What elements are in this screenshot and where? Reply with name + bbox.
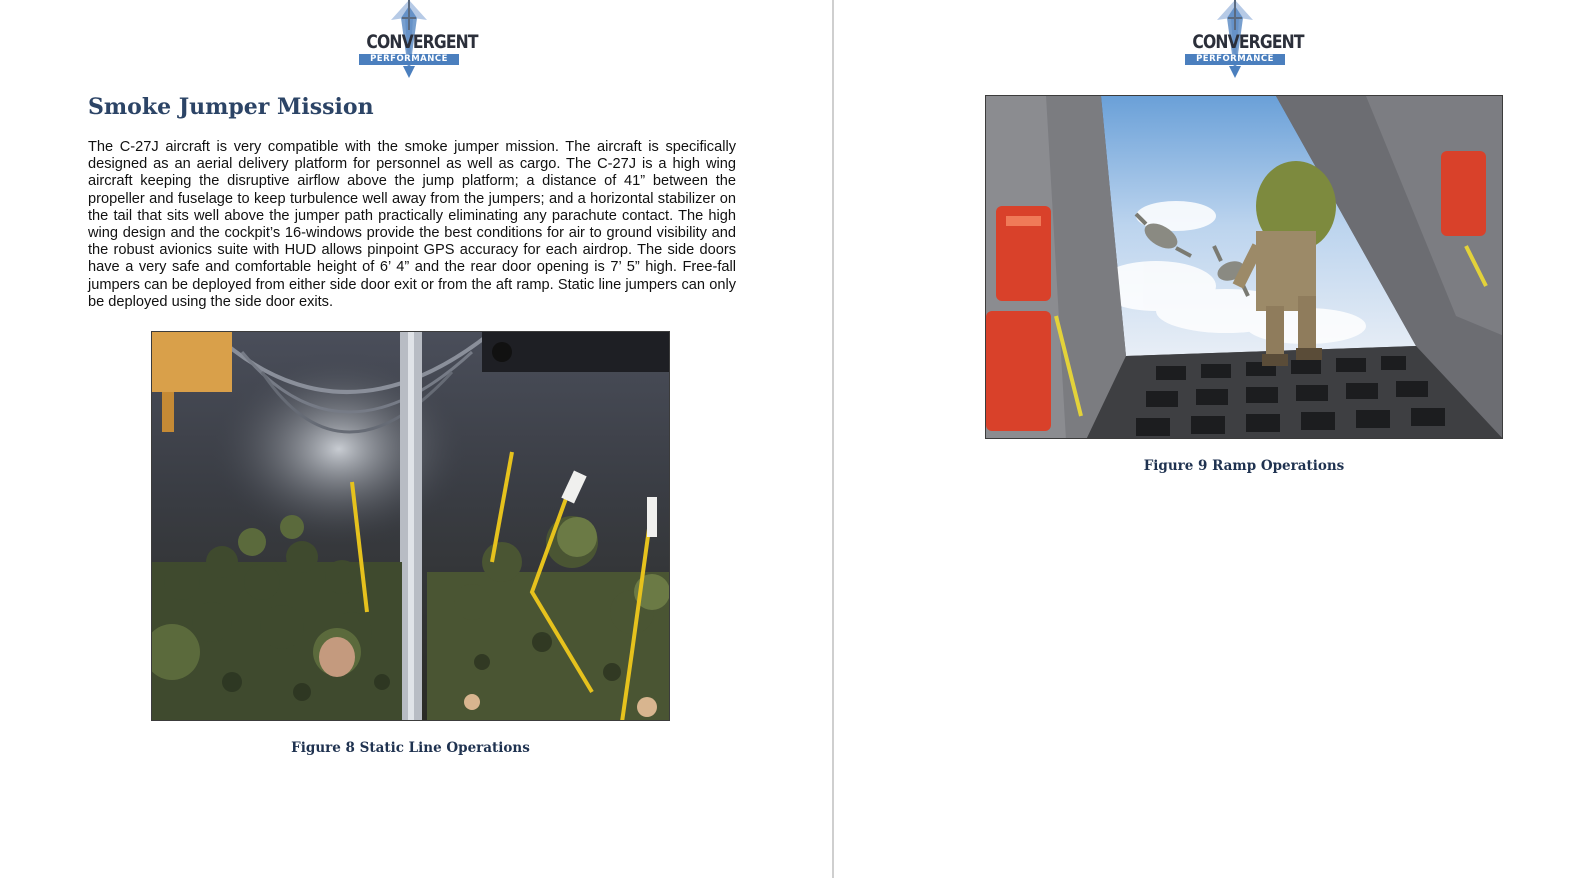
right-page (834, 0, 1589, 890)
ramp-operations-photo (985, 95, 1503, 439)
figure-8-caption: Figure 8 Static Line Operations (291, 740, 530, 756)
convergent-logo (1183, 0, 1304, 80)
static-line-photo (151, 331, 670, 721)
logo-wordmark: CONVERGENT (366, 31, 478, 53)
logo-subtitle: PERFORMANCE (359, 54, 459, 65)
logo-subtitle: PERFORMANCE (1185, 54, 1285, 65)
logo-wordmark: CONVERGENT (1192, 31, 1304, 53)
convergent-logo (357, 0, 478, 80)
section-heading: Smoke Jumper Mission (88, 94, 374, 120)
body-paragraph: The C-27J aircraft is very compatible with the smoke jumper mission. The aircraft is specifically designed as an aerial delivery platform for personnel as well as cargo. The C-27J is a high wing aircraft keeping the disruptive airflow above the jump platform; a distance of 41” between the propeller and fuselage to keep turbulence well away from the jumpers; and a horizontal stabilizer on the tail that sits well above the jumper path practically eliminating any parachute contact. The high wing design and the cockpit’s 16-windows provide the best conditions for air to ground visibility and the robust avionics suite with HUD allows pinpoint GPS accuracy for each airdrop. The side doors have a very safe and comfortable height of 6’ 4” and the rear door opening is 7’ 5” high. Free-fall jumpers can be deployed from either side door exit or from the aft ramp. Static line jumpers can only be deployed using the side door exits. (88, 139, 736, 310)
figure-9-caption: Figure 9 Ramp Operations (1143, 458, 1345, 474)
